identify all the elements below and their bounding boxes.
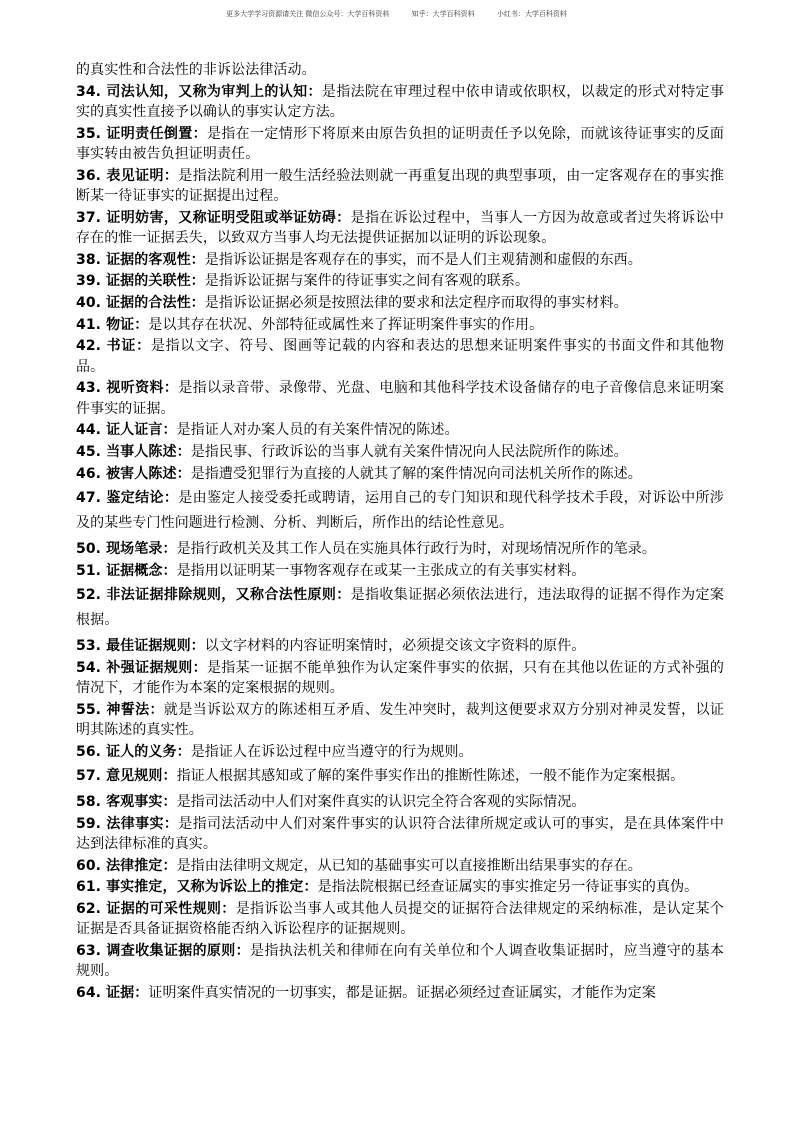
entry-definition: 是指诉讼证据是客观存在的事实，而不是人们主观猜测和虚假的东西。 bbox=[204, 251, 642, 268]
entry-definition: 是指收集证据必须依法进行，违法取得的证据不得作为定案根据。 bbox=[76, 587, 724, 628]
entry-44 bbox=[76, 420, 724, 440]
entry-definition: 是指法院在审理过程中依申请或依职权，以裁定的形式对特定事实的真实性直接予以确认的事实认定方法。 bbox=[76, 83, 724, 120]
entry-41 bbox=[76, 315, 724, 335]
entry-definition: 是指行政机关及其工作人员在实施具体行政行为时，对现场情况所作的笔录。 bbox=[176, 541, 656, 558]
entry-56 bbox=[76, 742, 724, 762]
entry-definition: 是指由法律明文规定，从已知的基础事实可以直接推断出结果事实的存在。 bbox=[176, 857, 642, 874]
entry-term: 60. 法律推定： bbox=[76, 857, 177, 874]
entry-term: 56. 证人的义务： bbox=[76, 743, 191, 760]
entry-term: 52. 非法证据排除规则，又称合法性原则： bbox=[76, 587, 351, 603]
header-xiaohongshu-note: 小红书：大学百科资料 bbox=[496, 10, 567, 18]
entry-term: 45. 当事人陈述： bbox=[76, 444, 191, 461]
entry-50 bbox=[76, 539, 724, 559]
entry-term: 36. 表见证明： bbox=[76, 167, 179, 184]
entry-55 bbox=[76, 700, 724, 741]
entry-term: 47. 鉴定结论： bbox=[76, 490, 179, 507]
entry-definition: 是指法院根据已经查证属实的事实推定另一待证事实的真伪。 bbox=[317, 879, 699, 896]
entry-42 bbox=[76, 336, 724, 377]
entry-term: 53. 最佳证据规则： bbox=[76, 638, 205, 654]
entry-definition: 是指用以证明某一事物客观存在或某一主张成立的有关事实材料。 bbox=[176, 562, 586, 579]
entry-60 bbox=[76, 856, 724, 876]
entry-definition: 是指司法活动中人们对案件事实的认识符合法律所规定或认可的事实，是在具体案件中达到法律标准的真实。 bbox=[76, 815, 724, 852]
entry-term: 43. 视听资料： bbox=[76, 380, 179, 397]
entry-61 bbox=[76, 877, 724, 897]
intro-text: 的真实性和合法性的非诉讼法律活动。 bbox=[76, 62, 316, 78]
entry-definition: 就是当诉讼双方的陈述相互矛盾、发生冲突时，裁判这便要求双方分别对神灵发誓，以证明其陈述的真实性。 bbox=[76, 701, 724, 738]
entry-term: 54. 补强证据规则： bbox=[76, 659, 207, 676]
entry-definition: 是指在诉讼过程中，当事人一方因为故意或者过失将诉讼中存在的惟一证据丢失，以致双方当事人均无法提供证据加以证明的诉讼现象。 bbox=[76, 209, 724, 246]
entry-term: 35. 证明责任倒置： bbox=[76, 125, 207, 142]
entry-term: 59. 法律事实： bbox=[76, 815, 179, 832]
entry-63 bbox=[76, 941, 724, 982]
entry-35 bbox=[76, 124, 724, 165]
entry-52 bbox=[76, 583, 724, 633]
entry-term: 41. 物证： bbox=[76, 316, 149, 333]
entry-59 bbox=[76, 814, 724, 855]
entry-64 bbox=[76, 983, 724, 1003]
entry-39 bbox=[76, 271, 724, 291]
entry-47 bbox=[76, 486, 724, 536]
entry-term: 63. 调查收集证据的原则： bbox=[76, 942, 251, 959]
entry-definition: 是指民事、行政诉讼的当事人就有关案件情况向人民法院所作的陈述。 bbox=[190, 444, 628, 461]
entry-term: 39. 证据的关联性： bbox=[76, 273, 205, 290]
entry-definition: 是指诉讼证据必须是按照法律的要求和法定程序而取得的事实材料。 bbox=[204, 295, 628, 311]
entry-definition: 指证人根据其感知或了解的案件事实作出的推断性陈述，一般不能作为定案根据。 bbox=[176, 767, 685, 784]
entry-definition: 是指在一定情形下将原来由原告负担的证明责任予以免除，而就该待证事实的反面事实转由被告负担证明责任。 bbox=[76, 125, 724, 162]
entry-term: 37. 证明妨害，又称证明受阻或举证妨碍： bbox=[76, 209, 351, 226]
entry-term: 44. 证人证言： bbox=[76, 422, 177, 439]
entry-term: 34. 司法认知，又称为审判上的认知： bbox=[76, 83, 322, 100]
entry-38 bbox=[76, 250, 724, 270]
entry-34 bbox=[76, 82, 724, 123]
entry-definition: 是指以文字、符号、图画等记载的内容和表达的思想来证明案件事实的书面文件和其他物品。 bbox=[76, 338, 724, 375]
entry-term: 40. 证据的合法性： bbox=[76, 295, 205, 311]
entry-62 bbox=[76, 899, 724, 940]
entry-45 bbox=[76, 442, 724, 462]
entry-definition: 是指法院利用一般生活经验法则就一再重复出现的典型事项，由一定客观存在的事实推断某一待证事实的证据提出过程。 bbox=[76, 167, 724, 204]
entry-51 bbox=[76, 561, 724, 581]
entry-term: 42. 书证： bbox=[76, 338, 151, 355]
page-header bbox=[0, 9, 793, 19]
entry-definition: 以文字材料的内容证明案情时，必须提交该文字资料的原件。 bbox=[204, 638, 586, 654]
entry-definition: 是指遭受犯罪行为直接的人就其了解的案件情况向司法机关所作的陈述。 bbox=[190, 465, 642, 482]
entry-term: 55. 神誓法： bbox=[76, 701, 164, 718]
entry-53 bbox=[76, 636, 724, 656]
entry-definition: 是指以录音带、录像带、光盘、电脑和其他科学技术设备储存的电子音像信息来证明案件事实的证据。 bbox=[76, 380, 724, 417]
entry-36 bbox=[76, 166, 724, 207]
entry-term: 58. 客观事实： bbox=[76, 793, 177, 810]
entry-definition: 是以其存在状况、外部特征或属性来了挥证明案件事实的作用。 bbox=[148, 316, 544, 333]
entry-definition: 是指某一证据不能单独作为认定案件事实的依据，只有在其他以佐证的方式补强的情况下，才能作为本案的定案根据的规则。 bbox=[76, 659, 724, 696]
entry-54 bbox=[76, 658, 724, 699]
entry-definition: 是指证人在诉讼过程中应当遵守的行为规则。 bbox=[190, 743, 473, 760]
header-zhihu-note: 知乎：大学百科资料 bbox=[411, 10, 475, 18]
entry-40 bbox=[76, 293, 724, 313]
entry-term: 38. 证据的客观性： bbox=[76, 251, 205, 268]
entry-46 bbox=[76, 464, 724, 484]
entry-definition: 是指诉讼证据与案件的待证事实之间有客观的联系。 bbox=[204, 273, 530, 290]
entry-term: 46. 被害人陈述： bbox=[76, 465, 191, 482]
entry-definition: 是指执法机关和律师在向有关单位和个人调查收集证据时，应当遵守的基本规则。 bbox=[76, 942, 724, 980]
entry-term: 50. 现场笔录： bbox=[76, 541, 177, 558]
document-body bbox=[76, 60, 724, 1005]
entry-term: 62. 证据的可采性规则： bbox=[76, 901, 236, 917]
entry-term: 51. 证据概念： bbox=[76, 562, 177, 579]
header-wechat-note: 更多大学学习资源请关注 微信公众号：大学百科资料 bbox=[226, 10, 390, 18]
entry-term: 61. 事实推定，又称为诉讼上的推定： bbox=[76, 879, 318, 896]
entry-58 bbox=[76, 792, 724, 812]
entry-57 bbox=[76, 764, 724, 789]
entry-definition: 是指司法活动中人们对案件真实的认识完全符合客观的实际情况。 bbox=[176, 793, 586, 810]
entry-definition: 是指证人对办案人员的有关案件情况的陈述。 bbox=[176, 422, 459, 439]
entry-definition: 证明案件真实情况的一切事实，都是证据。证据必须经过查证属实，才能作为定案 bbox=[148, 984, 656, 1001]
entry-definition: 是指诉讼当事人或其他人员提交的证据符合法律规定的采纳标准，是认定某个证据是否具备证据资格能否纳入诉讼程序的证据规则。 bbox=[76, 901, 724, 938]
entry-term: 57. 意见规则： bbox=[76, 767, 177, 784]
entry-definition: 是由鉴定人接受委托或聘请，运用自己的专门知识和现代科学技术手段，对诉讼中所涉及的某些专门性问题进行检测、分析、判断后，所作出的结论性意见。 bbox=[76, 490, 724, 532]
entry-43 bbox=[76, 378, 724, 419]
entry-37 bbox=[76, 208, 724, 249]
entry-term: 64. 证据： bbox=[76, 984, 149, 1001]
